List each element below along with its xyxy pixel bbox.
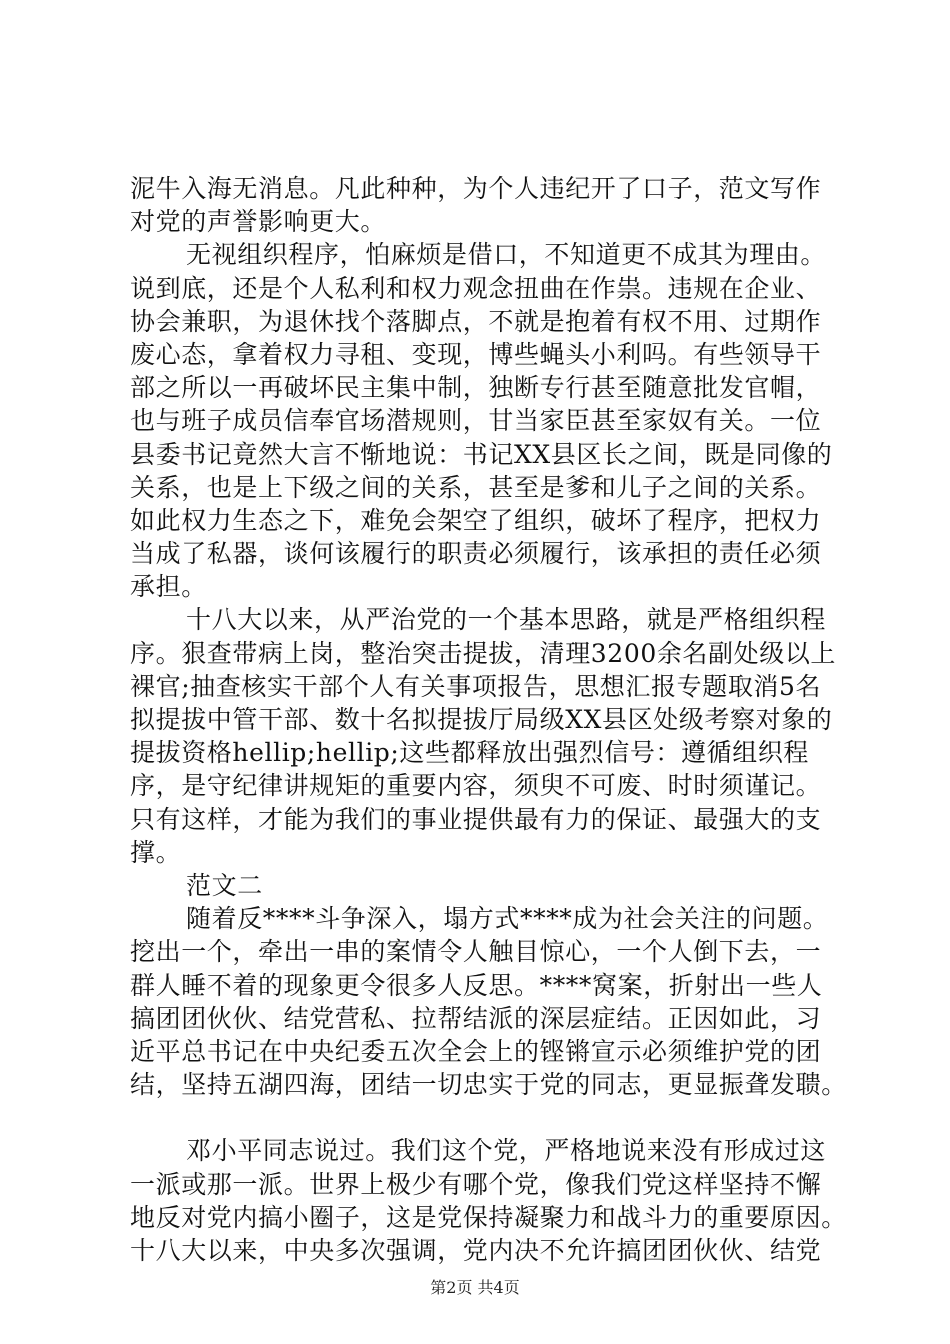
text-line: 序。狠查带病上岗，整治突击提拔，清理3200余名副处级以上 <box>130 638 837 668</box>
text-line: 协会兼职，为退休找个落脚点，不就是抱着有权不用、过期作 <box>130 306 822 336</box>
text-line: 县委书记竟然大言不惭地说：书记XX县区长之间，既是同像的 <box>130 439 833 469</box>
section-heading: 范文二 <box>186 870 263 900</box>
text-line: 挖出一个，牵出一串的案情令人触目惊心，一个人倒下去，一 <box>130 937 822 967</box>
text-line: 关系，也是上下级之间的关系，甚至是爹和儿子之间的关系。 <box>130 472 822 502</box>
text-line: 泥牛入海无消息。凡此种种，为个人违纪开了口子，范文写作 <box>130 174 822 203</box>
text-line: 也与班子成员信奉官场潜规则，甘当家臣甚至家奴有关。一位 <box>130 406 822 436</box>
text-line: 部之所以一再破坏民主集中制，独断专行甚至随意批发官帽， <box>130 373 822 403</box>
text-line: 序，是守纪律讲规矩的重要内容，须臾不可废、时时须谨记。 <box>130 771 822 801</box>
blank-line <box>130 1101 830 1134</box>
text-line: 废心态，拿着权力寻租、变现，博些蝇头小利吗。有些领导干 <box>130 339 822 369</box>
page-footer: 第2页 共4页 <box>430 1278 520 1297</box>
text-line: 对党的声誉影响更大。 <box>130 207 387 237</box>
text-line: 只有这样，才能为我们的事业提供最有力的保证、最强大的支 <box>130 804 822 834</box>
text-line: 地反对党内搞小圈子，这是党保持凝聚力和战斗力的重要原因。 <box>130 1202 847 1232</box>
text-line: 当成了私器，谈何该履行的职责必须履行，该承担的责任必须 <box>130 539 822 569</box>
text-line: 搞团团伙伙、结党营私、拉帮结派的深层症结。正因如此，习 <box>130 1003 822 1033</box>
text-line: 提拔资格hellip;hellip;这些都释放出强烈信号：遵循组织程 <box>130 738 810 768</box>
text-line: 说到底，还是个人私利和权力观念扭曲在作祟。违规在企业、 <box>130 273 822 303</box>
text-line: 拟提拔中管干部、数十名拟提拔厅局级XX县区处级考察对象的 <box>130 705 833 734</box>
text-line: 近平总书记在中央纪委五次全会上的铿锵宣示必须维护党的团 <box>130 1036 822 1066</box>
text-line: 裸官;抽查核实干部个人有关事项报告，思想汇报专题取消5名 <box>130 671 822 701</box>
paragraph-start-line: 随着反****斗争深入，塌方式****成为社会关注的问题。 <box>186 904 829 934</box>
paragraph-start-line: 邓小平同志说过。我们这个党，严格地说来没有形成过这 <box>186 1136 827 1166</box>
text-line: 十八大以来，中央多次强调，党内决不允许搞团团伙伙、结党 <box>130 1236 822 1265</box>
text-line: 群人睡不着的现象更令很多人反思。****窝案，折射出一些人 <box>130 970 823 1000</box>
text-line: 一派或那一派。世界上极少有哪个党，像我们党这样坚持不懈 <box>130 1169 822 1199</box>
document-body <box>130 172 847 1267</box>
text-line: 承担。 <box>130 572 207 602</box>
text-line: 结，坚持五湖四海，团结一切忠实于党的同志，更显振聋发聩。 <box>130 1070 847 1100</box>
paragraph-start-line: 十八大以来，从严治党的一个基本思路，就是严格组织程 <box>186 605 827 635</box>
paragraph-start-line: 无视组织程序，怕麻烦是借口，不知道更不成其为理由。 <box>186 240 827 270</box>
text-line: 如此权力生态之下，难免会架空了组织，破坏了程序，把权力 <box>130 505 822 535</box>
text-line: 撑。 <box>130 837 182 867</box>
